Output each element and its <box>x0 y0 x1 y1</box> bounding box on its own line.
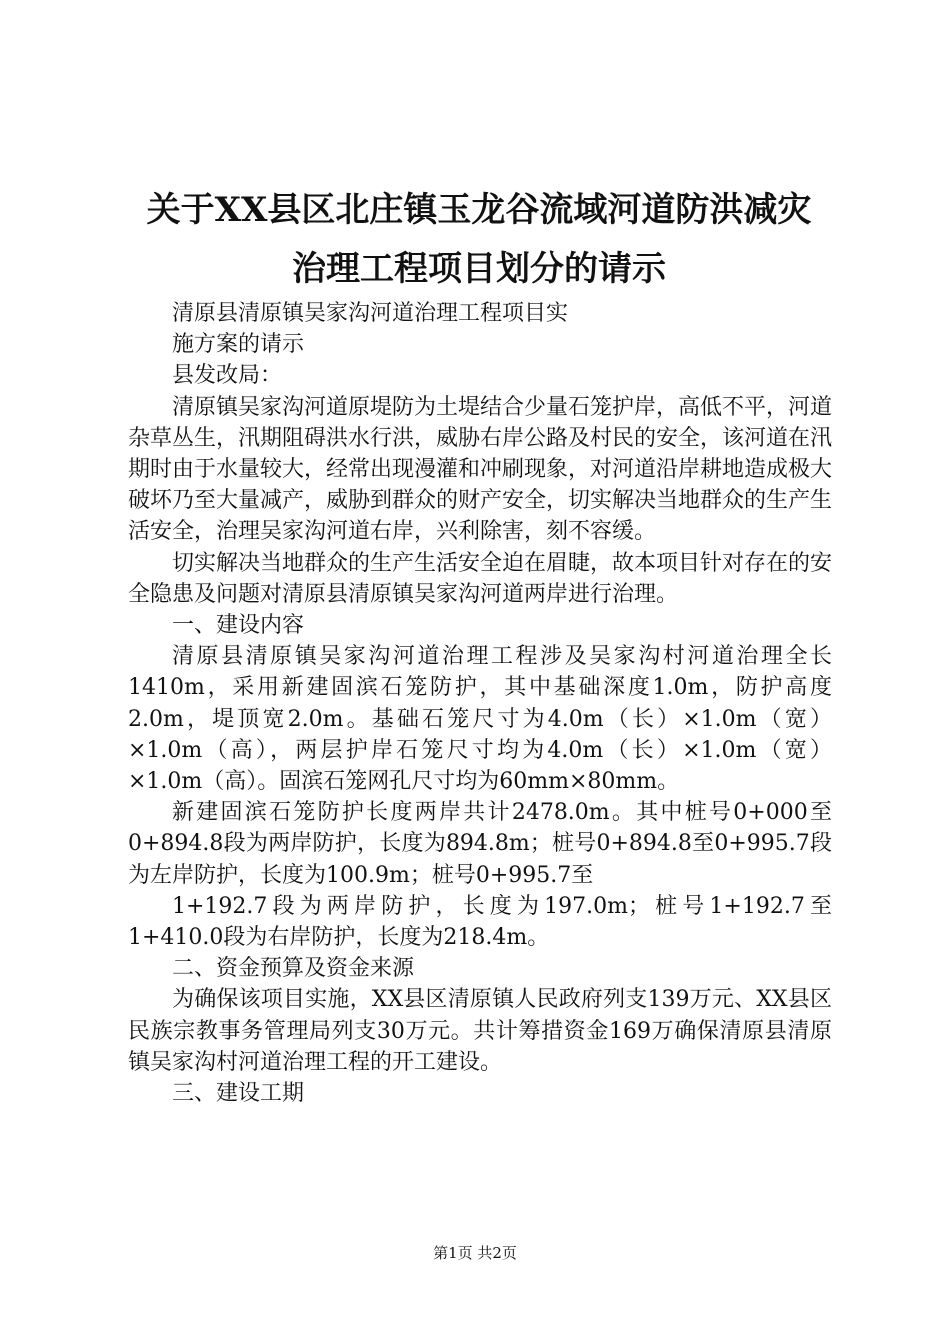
section-heading-2: 二、资金预算及资金来源 <box>172 956 415 982</box>
paragraph-background: 清原镇吴家沟河道原堤防为土堤结合少量石笼护岸，高低不平，河道杂草丛生，汛期阻碍洪水行洪，威胁右岸公路及村民的安全，该河道在汛期时由于水量较大，经常出现漫灌和冲刷现象，对河道沿岸耕地造成极大破坏乃至大量减产，威胁到群众的财产安全，切实解决当地群众的生产生活安全，治理吴家沟河道右岸，兴利除害，刻不容缓。 <box>128 394 833 545</box>
paragraph-protection-length-cont: 1+192.7段为两岸防护，长度为197.0m；桩号1+192.7至1+410.0段为右岸防护，长度为218.4m。 <box>128 893 832 951</box>
paragraph-construction-content: 清原县清原镇吴家沟河道治理工程涉及吴家沟村河道治理全长1410m，采用新建固滨石笼防护，其中基础深度1.0m，防护高度2.0m，堤顶宽2.0m。基础石笼尺寸为4.0m（长）×1.0m（宽）×1.0m（高），两层护岸石笼尺寸均为4.0m（长）×1.0m（宽）×1.0m（高）。固滨石笼网孔尺寸均为60mm×80mm。 <box>128 644 832 795</box>
document-body <box>128 298 832 1109</box>
subtitle-line-2: 施方案的请示 <box>172 332 305 358</box>
subtitle-line-1: 清原县清原镇吴家沟河道治理工程项目实 <box>172 301 569 326</box>
page-footer: 第1页 共2页 <box>433 1244 517 1262</box>
paragraph-purpose: 切实解决当地群众的生产生活安全迫在眉睫，故本项目针对存在的安全隐患及问题对清原县清原镇吴家沟河道两岸进行治理。 <box>128 550 833 607</box>
section-heading-1: 一、建设内容 <box>172 613 305 639</box>
document-title-line-1: 关于XX县区北庄镇玉龙谷流域河道防洪减灾 <box>146 190 812 230</box>
paragraph-funding: 为确保该项目实施，XX县区清原镇人民政府列支139万元、XX县区民族宗教事务管理局列支30万元。共计筹措资金169万确保清原县清原镇吴家沟村河道治理工程的开工建设。 <box>128 987 832 1075</box>
salutation: 县发改局： <box>172 363 283 389</box>
section-heading-3: 三、建设工期 <box>172 1081 305 1107</box>
paragraph-protection-length: 新建固滨石笼防护长度两岸共计2478.0m。其中桩号0+000至0+894.8段为两岸防护，长度为894.8m；桩号0+894.8至0+995.7段为左岸防护，长度为100.9m；桩号0+995.7至 <box>128 800 832 888</box>
document-title-line-2: 治理工程项目划分的请示 <box>292 249 666 289</box>
